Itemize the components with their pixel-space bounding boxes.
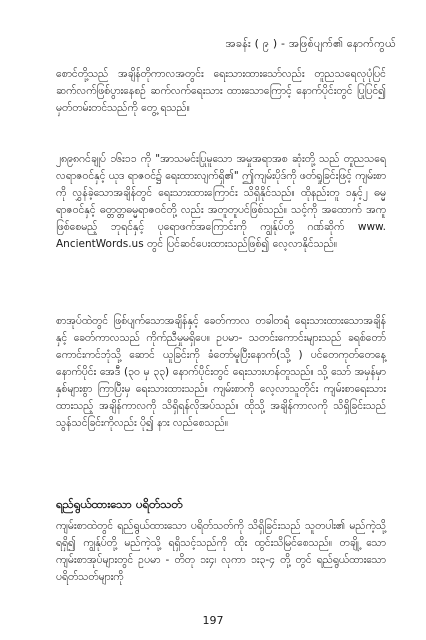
paragraph-1: စောင်တို့သည် အချိန်တိုကာလအတွင်း ရေးသားထားသော်လည်း တူညသရေလုပုံပြင် ဆက်လက်ဖြစ်ပွားနေစဉ် ဆက်လက်ရေးသား ထားသောကြောင့် နောက်ပိုင်းတွင် ပြုပြင်၍ မှတ်တမ်းတင်သည်ကို တွေ့ ရသည်။ — [56, 68, 386, 114]
page-number: 197 — [202, 614, 224, 627]
running-header: အခန်း ( ၉ ) - အဖြစ်ပျက်၏ နောက်ကွယ် — [225, 37, 396, 50]
paragraph-2: ၂၈၉၈ဂင်ချုပ် ၁၆း၁၁ ကို "အာသမင်းပြုမူသော အမှုအရာအစ ဆုံးတို့ သည် တူညသရေလရာဇဝင်နှင့် ယုဒ ရာဇဝင်၌ ရေးထားလျက်ရှိ၏" ဤကျမ်းပိုဒ်ကို ဖတ်ရှုခြင်းဖြင့် ကျမ်းစာကို လွှန်ခဲ့သောအချိန်တွင် ရေးသားထားကြောင်း သိရှိနိုင်သည်။ ထိုနည်းတူ ၁နှင့်၂ ဓမ္မရာဇဝင်နှင့် ဓတ္တတ္တဓမ္မရာဇဝင်တို့ လည်း အတူတူပင်ဖြစ်သည်။ သင့်ကို အထောက် အကူဖြစ်စေမည့် ဘုရင်နှင့် ပုရောဖက်အကြောင်းကို ကျွန်ုပ်တို့ ဂဏ်ဆိုက် www. AncientWords.us တွင် ပြင်ဆင်ပေးထားသည်ဖြစ်၍ လေ့လာနိုင်သည်။ — [56, 153, 387, 250]
paragraph-3: စာအုပ်ထဲတွင် ဖြစ်ပျက်သောအချိန်နှင့် ခေတ်ကာလ တခါတရံ ရေးသားထားသောအချိန်နှင့် ခေတ်ကာလသည် ကိုက်ညီမှုမရှိပေ။ ဥပမာ- သတင်းကောင်းများသည် ခရစ်တော်ကောင်းကင်ဘုံသို့ ဆောင် ယူခြင်းကို ခံတော်မူပြီးနောက်(သို့ ) ပင်တေကုတ်တေနေ့နောက်ပိုင်း အေဒီ (၃၀ မှ ၃၃) နောက်ပိုင်းတွင် ရေးသားဟန်တူသည်။ သို့ သော် အမှန်မှာ နှစ်များစွာ ကြာပြီးမှ ရေးသားထားသည်။ ကျမ်းစာကို လေ့လာသူတိုင်း ကျမ်းစာရေးသားထားသည့် အချိန်ကာလကို သိရှိရန်လိုအပ်သည်။ ထိုသို့ အချိန်ကာလကို သိရှိခြင်းသည် သွန်သင်ခြင်းကိုလည်း ပို၍ နား လည်စေသည်။ — [56, 315, 386, 429]
section-heading: ရည်ရွယ်ထားသော ပရိတ်သတ် — [56, 497, 183, 511]
paragraph-4: ကျမ်းစာထဲတွင် ရည်ရွယ်ထားသော ပရိတ်သတ်ကို သိရှိခြင်းသည် သူတပါး၏ မည်ကဲ့သို့ ရရှိ၍ ကျွန်ုပ်တို့ မည်ကဲ့သို့ ရရှိသင့်သည်ကို ထိုး ထွင်းသိမြင်စေသည်။ တချို့ သော ကျမ်းစာအုပ်များတွင် ဥပမာ - တိတု ၁း၄၊ လုကာ ၁း၃-၄ တို့ တွင် ရည်ရွယ်ထားသော ပရိတ်သတ်များကို — [56, 520, 386, 583]
